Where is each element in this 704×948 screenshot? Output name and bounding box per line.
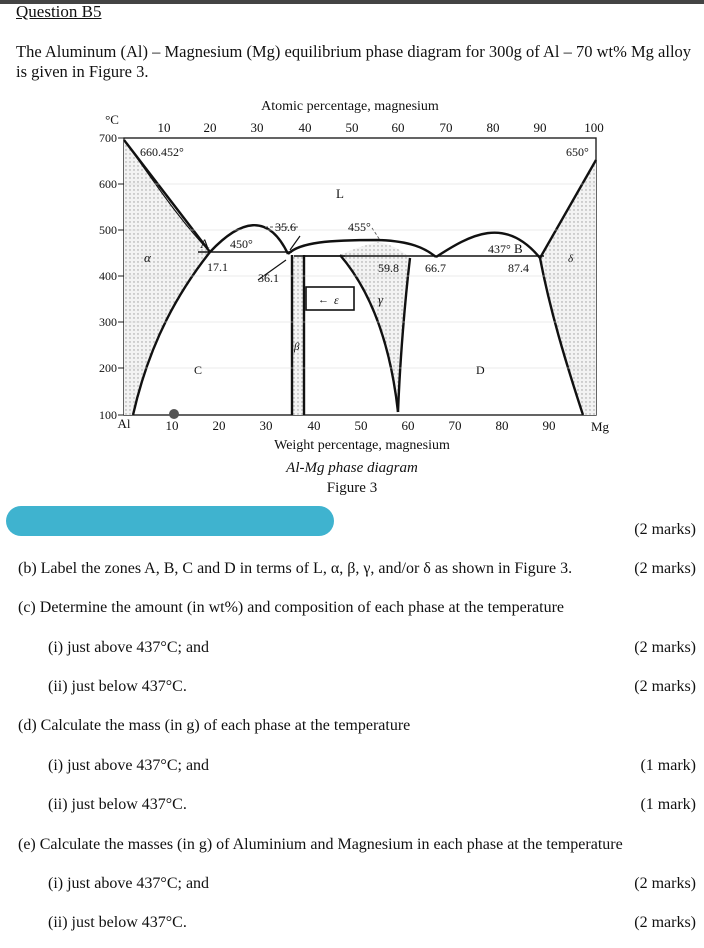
top-tick: 60 (391, 120, 405, 135)
part-d-text: (d) Calculate the mass (in g) of each phase at the temperature (18, 717, 411, 734)
bottom-tick: 30 (259, 418, 273, 433)
zone-label-C: C (194, 363, 203, 377)
top-tick: 80 (486, 120, 500, 135)
mg-melt-label: 650° (566, 145, 589, 159)
part-b-text: (b) Label the zones A, B, C and D in terms of L, α, β, γ, and/or δ as shown in Figure 3. (18, 560, 573, 577)
epsilon-arrow: ← (318, 294, 329, 306)
phase-label-L: L (336, 186, 344, 201)
part-c2-text: (ii) just below 437°C. (48, 678, 187, 695)
top-tick: 10 (157, 120, 171, 135)
phase-label-delta: δ (568, 253, 574, 265)
c2-label: 455° (348, 220, 371, 234)
y-unit: °C (105, 112, 119, 127)
bottom-tick: 10 (165, 418, 179, 433)
part-c-text: (c) Determine the amount (in wt%) and composition of each phase at the temperature (18, 599, 565, 616)
top-tick: 20 (203, 120, 217, 135)
question-intro: The Aluminum (Al) – Magnesium (Mg) equilibrium phase diagram for 300g of Al – 70 wt% Mg alloy is given in Figure 3. (16, 42, 692, 81)
bottom-tick: 90 (542, 418, 556, 433)
e2-left-label: 59.8 (378, 261, 399, 275)
e1-temp-label: 450° (230, 237, 253, 251)
redaction-blot (6, 506, 334, 536)
e2-temp-label: 437° (488, 242, 511, 256)
top-tick: 40 (298, 120, 312, 135)
bottom-tick: 70 (448, 418, 462, 433)
beta-region (292, 255, 304, 415)
part-c1-text: (i) just above 437°C; and (48, 639, 210, 656)
y-tick: 600 (99, 177, 117, 191)
bottom-tick: 60 (401, 418, 415, 433)
epsilon-box (306, 287, 354, 310)
phase-label-alpha: α (144, 250, 151, 265)
bottom-tick: 50 (354, 418, 368, 433)
part-a-marks: (2 marks) (634, 521, 696, 538)
e1-right-label: 36.1 (258, 271, 279, 285)
phase-label-gamma: γ (378, 292, 384, 307)
part-d1-text: (i) just above 437°C; and (48, 757, 210, 774)
y-tick: 300 (99, 315, 117, 329)
c1-label: 35.6 (275, 220, 296, 234)
y-tick: 400 (99, 269, 117, 283)
bottom-left-label: Al (117, 416, 131, 431)
part-c2-marks: (2 marks) (634, 678, 696, 695)
top-tick: 50 (345, 120, 359, 135)
y-tick: 100 (99, 408, 117, 422)
y-tick: 700 (99, 131, 117, 145)
part-e2-text: (ii) just below 437°C. (48, 914, 187, 931)
al-melt-label: 660.452° (140, 145, 184, 159)
zone-label-B: B (514, 241, 523, 256)
y-tick: 200 (99, 361, 117, 375)
phase-label-beta: β (294, 341, 300, 353)
part-d2-text: (ii) just below 437°C. (48, 796, 187, 813)
bottom-tick: 80 (495, 418, 509, 433)
e1-comp-label: 17.1 (207, 260, 228, 274)
e2-right-label: 87.4 (508, 261, 529, 275)
part-d2-marks: (1 mark) (640, 796, 696, 813)
part-c1-marks: (2 marks) (634, 639, 696, 656)
bottom-axis-title: Weight percentage, magnesium (274, 438, 450, 453)
part-e1-marks: (2 marks) (634, 875, 696, 892)
bottom-tick: 20 (212, 418, 226, 433)
part-e2-marks: (2 marks) (634, 914, 696, 931)
figure-caption-title: Al-Mg phase diagram (286, 460, 418, 476)
e2-mid-label: 66.7 (425, 261, 446, 275)
top-tick: 30 (250, 120, 264, 135)
bottom-tick: 40 (307, 418, 321, 433)
top-tick: 70 (439, 120, 453, 135)
question-title: Question B5 (16, 2, 102, 21)
part-d1-marks: (1 mark) (640, 757, 696, 774)
phase-label-epsilon: ε (334, 293, 339, 307)
top-axis-title: Atomic percentage, magnesium (261, 99, 439, 114)
y-tick: 500 (99, 223, 117, 237)
figure-caption-number: Figure 3 (326, 480, 378, 496)
part-e-text: (e) Calculate the masses (in g) of Aluminium and Magnesium in each phase at the temperature (18, 836, 623, 853)
top-tick: 90 (533, 120, 547, 135)
zone-label-D: D (476, 363, 485, 377)
part-b-marks: (2 marks) (634, 560, 696, 577)
part-e1-text: (i) just above 437°C; and (48, 875, 210, 892)
top-tick: 100 (584, 120, 604, 135)
zone-label-A: A (200, 236, 210, 251)
bottom-right-label: Mg (590, 419, 610, 434)
